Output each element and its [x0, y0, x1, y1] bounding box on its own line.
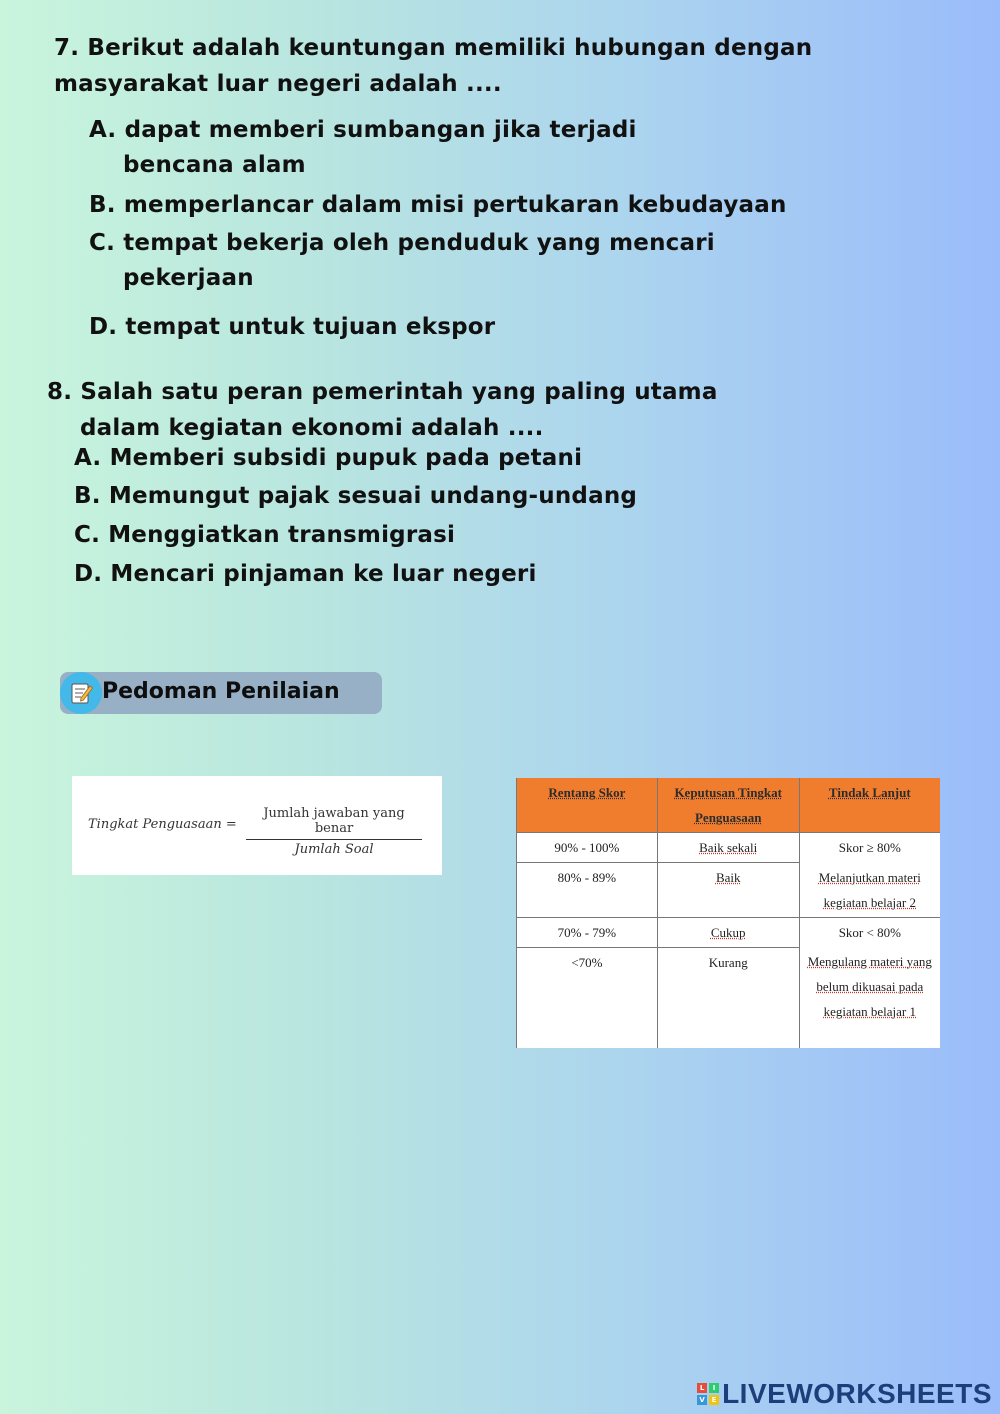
question-7-option-c[interactable]: C. tempat bekerja oleh penduduk yang mencari pekerjaan — [89, 230, 715, 291]
score-table — [516, 778, 940, 1048]
section-header — [60, 672, 382, 714]
formula-box — [72, 776, 442, 875]
score-table-header — [517, 778, 941, 833]
question-7-option-a[interactable]: A. dapat memberi sumbangan jika terjadi bencana alam — [89, 117, 637, 178]
decision-cell: Cukup — [657, 917, 799, 947]
section-title: Pedoman Penilaian — [102, 679, 340, 704]
header-tindak-lanjut: Tindak Lanjut — [799, 778, 940, 833]
table-row — [517, 917, 941, 947]
decision-cell: Kurang — [657, 947, 799, 1048]
question-8-option-b[interactable]: B. Memungut pajak sesuai undang-undang — [74, 483, 638, 509]
question-8-option-a[interactable]: A. Memberi subsidi pupuk pada petani — [74, 445, 583, 471]
action-cell: Melanjutkan materi kegiatan belajar 2 — [799, 863, 940, 918]
table-row — [517, 947, 941, 1048]
condition-cell: Skor < 80% — [799, 917, 940, 947]
logo-text: LIVEWORKSHEETS — [722, 1378, 992, 1409]
logo-mark-icon: L I V E — [697, 1383, 719, 1405]
formula-lhs: Tingkat Penguasaan = — [88, 817, 237, 832]
decision-cell: Baik — [657, 863, 799, 918]
question-7-stem: 7. Berikut adalah keuntungan memiliki hubungan dengan masyarakat luar negeri adalah .... — [54, 35, 813, 97]
question-7-option-b[interactable]: B. memperlancar dalam misi pertukaran kebudayaan — [89, 192, 787, 218]
memo-icon — [60, 672, 102, 714]
formula-numerator: Jumlah jawaban yang benar — [246, 806, 422, 840]
range-cell: 90% - 100% — [517, 833, 658, 863]
question-8-option-d[interactable]: D. Mencari pinjaman ke luar negeri — [74, 561, 537, 587]
liveworksheets-logo — [697, 1378, 992, 1410]
table-row — [517, 863, 941, 918]
question-8-stem: 8. Salah satu peran pemerintah yang paling utama dalam kegiatan ekonomi adalah .... — [47, 379, 718, 441]
table-row — [517, 833, 941, 863]
action-cell: Mengulang materi yang belum dikuasai pada kegiatan belajar 1 — [799, 947, 940, 1048]
question-8-option-c[interactable]: C. Menggiatkan transmigrasi — [74, 522, 456, 548]
range-cell: 70% - 79% — [517, 917, 658, 947]
range-cell: 80% - 89% — [517, 863, 658, 918]
header-rentang-skor: Rentang Skor — [517, 778, 658, 833]
header-keputusan: Keputusan Tingkat Penguasaan — [657, 778, 799, 833]
decision-cell: Baik sekali — [657, 833, 799, 863]
range-cell: <70% — [517, 947, 658, 1048]
condition-cell: Skor ≥ 80% — [799, 833, 940, 863]
question-7-option-d[interactable]: D. tempat untuk tujuan ekspor — [89, 314, 496, 340]
formula-fraction — [246, 806, 422, 857]
formula-denominator: Jumlah Soal — [294, 842, 374, 857]
